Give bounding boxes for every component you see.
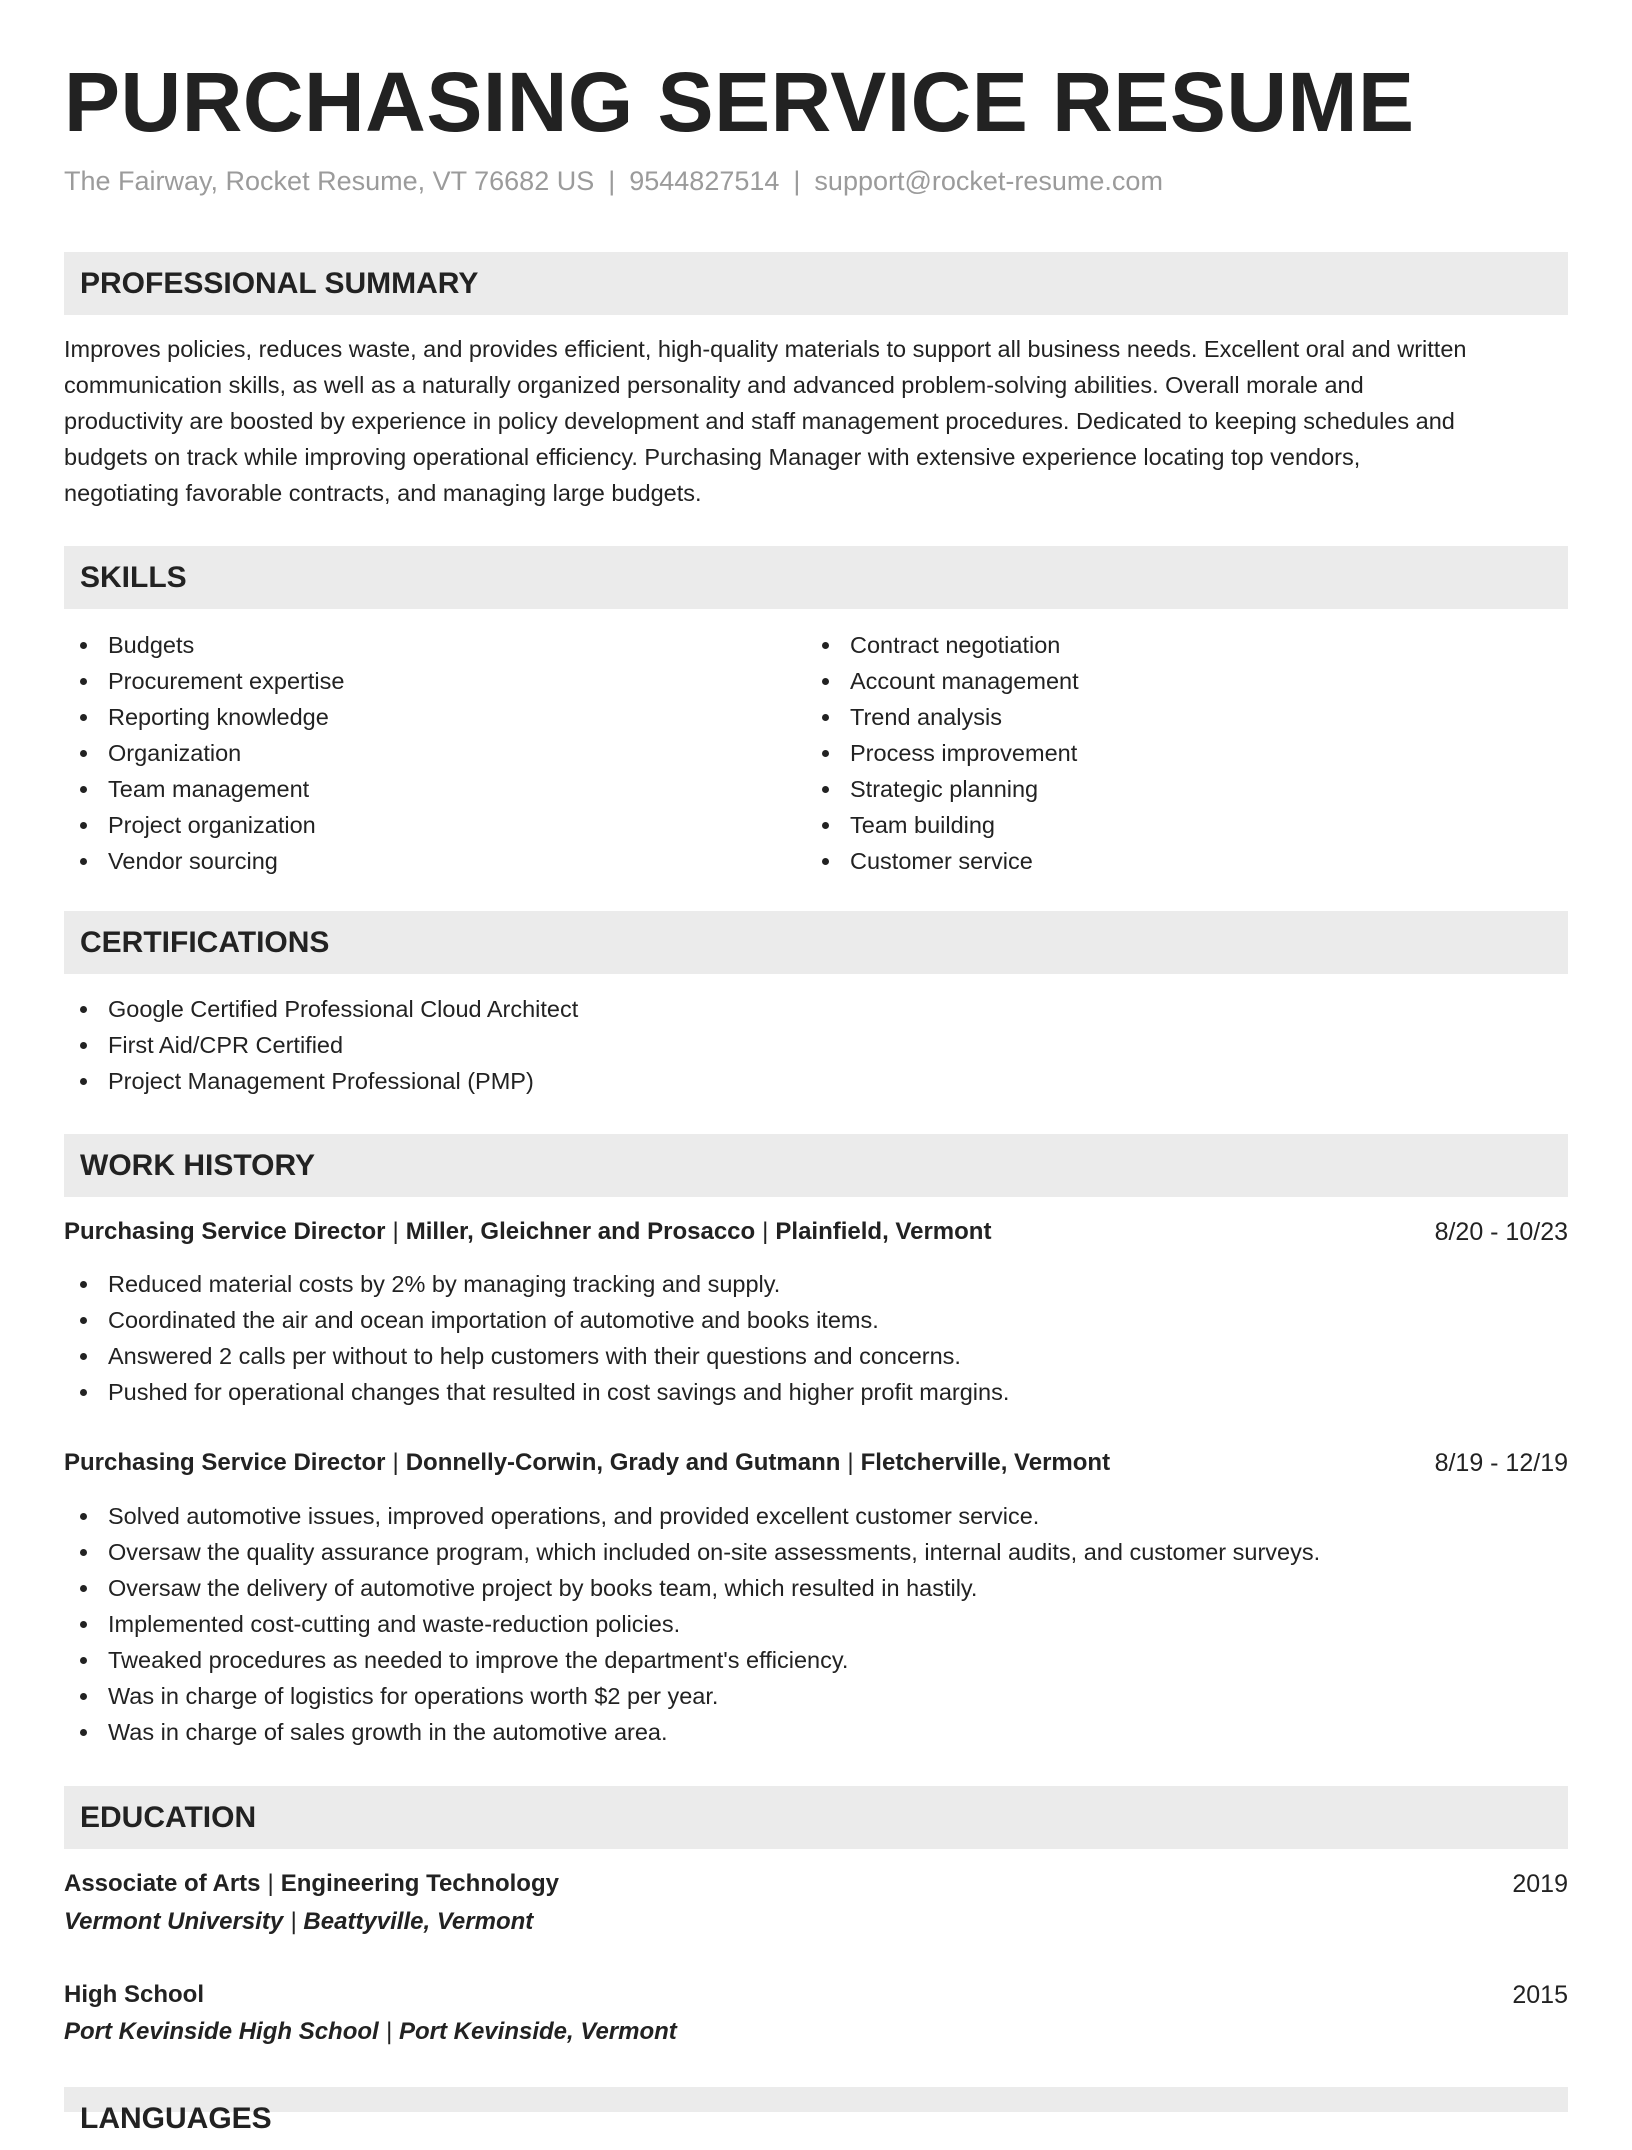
- certification-item: Project Management Professional (PMP): [64, 1063, 578, 1099]
- skill-item: Organization: [64, 735, 344, 771]
- job-title-line: [64, 1214, 991, 1250]
- pipe-separator: |: [290, 1908, 297, 1935]
- job-bullet: Oversaw the quality assurance program, which included on-site assessments, internal audits, and customer surveys.: [64, 1534, 1320, 1570]
- skill-item: Account management: [806, 663, 1079, 699]
- section-heading-work-history: WORK HISTORY: [64, 1134, 1568, 1197]
- education-header: [64, 1977, 1568, 2013]
- job-bullet: Was in charge of logistics for operations worth $2 per year.: [64, 1678, 1320, 1714]
- skill-item: Strategic planning: [806, 771, 1079, 807]
- summary-line: budgets on track while improving operational efficiency. Purchasing Manager with extensive experience locating top vendors,: [64, 444, 1361, 470]
- education-school-line: [64, 1904, 533, 1940]
- section-heading-skills: SKILLS: [64, 546, 1568, 609]
- contact-separator: |: [608, 166, 616, 196]
- skill-item: Budgets: [64, 627, 344, 663]
- job-header: [64, 1214, 1568, 1250]
- contact-phone: 9544827514: [629, 166, 780, 196]
- job-bullet: Solved automotive issues, improved operations, and provided excellent customer service.: [64, 1498, 1320, 1534]
- contact-separator: |: [793, 166, 801, 196]
- section-heading-languages: LANGUAGES: [64, 2087, 1568, 2112]
- summary-line: productivity are boosted by experience in policy development and staff management procedures. Dedicated to keeping schedules and: [64, 408, 1455, 434]
- skill-item: Procurement expertise: [64, 663, 344, 699]
- pipe-separator: |: [847, 1449, 854, 1476]
- pipe-separator: |: [762, 1218, 769, 1245]
- education-school-line: [64, 2014, 677, 2050]
- education-header: [64, 1866, 1568, 1902]
- skill-item: Project organization: [64, 807, 344, 843]
- job-title: Purchasing Service Director: [64, 1449, 386, 1476]
- job-dates: 8/20 - 10/23: [1434, 1218, 1568, 1246]
- education-degree-line: [64, 1866, 559, 1902]
- education-degree: Associate of Arts: [64, 1870, 261, 1897]
- job-dates: 8/19 - 12/19: [1434, 1449, 1568, 1477]
- skill-item: Team building: [806, 807, 1079, 843]
- job-bullet: Oversaw the delivery of automotive project by books team, which resulted in hastily.: [64, 1570, 1320, 1606]
- certification-item: First Aid/CPR Certified: [64, 1027, 578, 1063]
- section-heading-certifications: CERTIFICATIONS: [64, 911, 1568, 974]
- summary-line: Improves policies, reduces waste, and provides efficient, high-quality materials to support all business needs. Excellent oral and written: [64, 336, 1467, 362]
- job-bullet: Tweaked procedures as needed to improve the department's efficiency.: [64, 1642, 1320, 1678]
- skill-item: Process improvement: [806, 735, 1079, 771]
- section-heading-summary: PROFESSIONAL SUMMARY: [64, 252, 1568, 315]
- job-title: Purchasing Service Director: [64, 1218, 386, 1245]
- education-school: Vermont University: [64, 1908, 284, 1935]
- pipe-separator: |: [267, 1870, 274, 1897]
- summary-paragraph: [64, 331, 1568, 511]
- skill-item: Team management: [64, 771, 344, 807]
- job-title-line: [64, 1445, 1110, 1481]
- education-location: Port Kevinside, Vermont: [398, 2018, 677, 2045]
- job-bullets: [64, 1498, 1320, 1750]
- skill-item: Vendor sourcing: [64, 843, 344, 879]
- education-degree-line: [64, 1977, 204, 2013]
- education-school: Port Kevinside High School: [64, 2018, 379, 2045]
- job-bullet: Answered 2 calls per without to help customers with their questions and concerns.: [64, 1338, 1009, 1374]
- education-year: 2019: [1512, 1870, 1568, 1898]
- education-degree: High School: [64, 1981, 204, 2008]
- education-location: Beattyville, Vermont: [303, 1908, 534, 1935]
- job-bullet: Implemented cost-cutting and waste-reduction policies.: [64, 1606, 1320, 1642]
- skills-list-left: [64, 627, 344, 879]
- summary-line: negotiating favorable contracts, and managing large budgets.: [64, 480, 702, 506]
- job-header: [64, 1445, 1568, 1481]
- certification-item: Google Certified Professional Cloud Architect: [64, 991, 578, 1027]
- certifications-list: [64, 991, 578, 1099]
- job-bullets: [64, 1266, 1009, 1410]
- pipe-separator: |: [392, 1218, 399, 1245]
- resume-title: PURCHASING SERVICE RESUME: [64, 55, 1415, 149]
- job-company: Miller, Gleichner and Prosacco: [405, 1218, 756, 1245]
- skill-item: Reporting knowledge: [64, 699, 344, 735]
- skill-item: Trend analysis: [806, 699, 1079, 735]
- skill-item: Contract negotiation: [806, 627, 1079, 663]
- job-bullet: Pushed for operational changes that resulted in cost savings and higher profit margins.: [64, 1374, 1009, 1410]
- job-bullet: Coordinated the air and ocean importation of automotive and books items.: [64, 1302, 1009, 1338]
- section-heading-education: EDUCATION: [64, 1786, 1568, 1849]
- education-year: 2015: [1512, 1981, 1568, 2009]
- contact-email: support@rocket-resume.com: [814, 166, 1163, 196]
- contact-line: [64, 166, 1163, 197]
- contact-address: The Fairway, Rocket Resume, VT 76682 US: [64, 166, 595, 196]
- job-bullet: Was in charge of sales growth in the automotive area.: [64, 1714, 1320, 1750]
- skill-item: Customer service: [806, 843, 1079, 879]
- summary-line: communication skills, as well as a naturally organized personality and advanced problem-solving abilities. Overall morale and: [64, 372, 1364, 398]
- pipe-separator: |: [392, 1449, 399, 1476]
- pipe-separator: |: [385, 2018, 392, 2045]
- education-field: Engineering Technology: [280, 1870, 559, 1897]
- job-bullet: Reduced material costs by 2% by managing tracking and supply.: [64, 1266, 1009, 1302]
- skills-list-right: [806, 627, 1079, 879]
- job-location: Fletcherville, Vermont: [860, 1449, 1111, 1476]
- job-location: Plainfield, Vermont: [775, 1218, 992, 1245]
- job-company: Donnelly-Corwin, Grady and Gutmann: [405, 1449, 841, 1476]
